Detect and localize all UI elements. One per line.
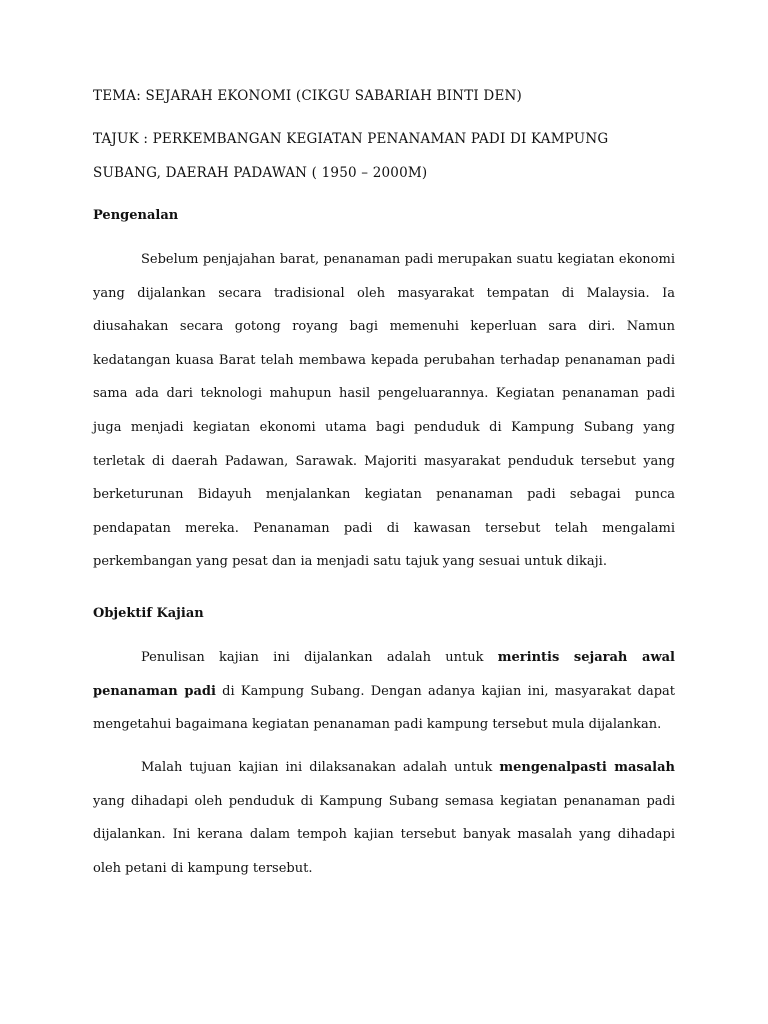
objektif-p1-text-after: di Kampung Subang. Dengan adanya kajian ini, masyarakat dapat mengetahui bagaimana kegiatan penanaman padi kampung tersebut mula dijalankan.	[93, 683, 676, 733]
objektif-paragraph-1	[93, 641, 675, 742]
objektif-paragraph-2	[93, 751, 675, 885]
objektif-p2-bold: mengenalpasti masalah	[499, 760, 675, 775]
tajuk-line-2: SUBANG, DAERAH PADAWAN ( 1950 – 2000M)	[93, 165, 428, 181]
tajuk-line-1: TAJUK : PERKEMBANGAN KEGIATAN PENANAMAN PADI DI KAMPUNG	[93, 131, 609, 147]
objektif-p1-bold: merintis sejarah awal penanaman padi	[93, 650, 675, 699]
objektif-heading: Objektif Kajian	[93, 606, 204, 621]
tema-line: TEMA: SEJARAH EKONOMI (CIKGU SABARIAH BINTI DEN)	[93, 88, 522, 104]
pengenalan-heading: Pengenalan	[93, 208, 179, 223]
pengenalan-paragraph: Sebelum penjajahan barat, penanaman padi merupakan suatu kegiatan ekonomi yang dijalankan secara tradisional oleh masyarakat tempatan di Malaysia. Ia diusahakan secara gotong royang bagi memenuhi keperluan sara diri. Namun kedatangan kuasa Barat telah membawa kepada perubahan terhadap penanaman padi sama ada dari teknologi mahupun hasil pengeluarannya. Kegiatan penanaman padi juga menjadi kegiatan ekonomi utama bagi penduduk di Kampung Subang yang terletak di daerah Padawan, Sarawak. Majoriti masyarakat penduduk tersebut yang berketurunan Bidayuh menjalankan kegiatan penanaman padi sebagai punca pendapatan mereka. Penanaman padi di kawasan tersebut telah mengalami perkembangan yang pesat dan ia menjadi satu tajuk yang sesuai untuk dikaji.	[93, 252, 675, 570]
objektif-p2-text-after: yang dihadapi oleh penduduk di Kampung Subang semasa kegiatan penanaman padi dijalankan. Ini kerana dalam tempoh kajian tersebut banyak masalah yang dihadapi oleh petani di kampung tersebut.	[93, 793, 675, 876]
objektif-p1-text-before: Penulisan kajian ini dijalankan adalah untuk	[141, 650, 498, 665]
objektif-p2-text-before: Malah tujuan kajian ini dilaksanakan adalah untuk	[141, 760, 500, 775]
